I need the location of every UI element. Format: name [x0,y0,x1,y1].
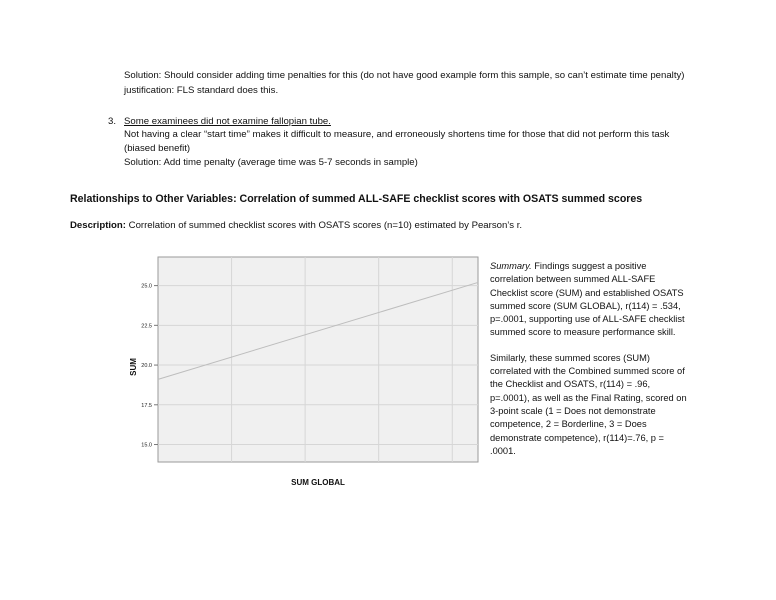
summary-label: Summary. [490,261,532,271]
y-axis-ticks [141,284,158,449]
y-axis-label: SUM [129,358,138,376]
justification-line: justification: FLS standard does this. [124,85,279,96]
y-tick-label: 22.5 [141,323,152,330]
summary-paragraph-1 [490,260,690,340]
description-paragraph [70,220,522,231]
description-text: Correlation of summed checklist scores with OSATS scores (n=10) estimated by Pearson’s r. [125,220,523,231]
description-label: Description: [70,220,126,231]
plot-area [158,257,478,462]
list-number-3: 3. [108,116,117,127]
y-tick-label: 25.0 [141,283,152,290]
summary-text-1: Findings suggest a positive correlation between summed ALL-SAFE Checklist score (SUM) and established OSATS summed score (SUM GLOBAL), r(114) = .534, p=.0001, supporting use of ALL-SAFE checklist summed score to measure performance skill. [490,261,685,338]
item-3-line-2: (biased benefit) [124,143,191,154]
section-heading: Relationships to Other Variables: Correlation of summed ALL-SAFE checklist scores with OSATS summed scores [70,193,643,205]
y-tick-label: 17.5 [141,402,152,409]
item-3-title: Some examinees did not examine fallopian tube. [124,116,331,127]
item-3-line-1: Not having a clear “start time” makes it difficult to measure, and erroneously shortens time for those that did not perform this task [124,129,670,140]
item-3-solution: Solution: Add time penalty (average time was 5-7 seconds in sample) [124,157,418,168]
summary-box [490,260,690,470]
y-tick-label: 20.0 [141,363,152,370]
scatter-chart [120,255,485,495]
solution-line-1: Solution: Should consider adding time penalties for this (do not have good example form this sample, so can’t estimate time penalty) [124,70,685,81]
x-axis-label: SUM GLOBAL [291,478,345,487]
summary-paragraph-2: Similarly, these summed scores (SUM) correlated with the Combined summed score of the Checklist and OSATS, r(114) = .96, p=.0001), as well as the Final Rating, scored on 3-point scale (1 = Does not demonstrate competence, 2 = Borderline, 3 = Does demonstrate competence), r(114)=.76, p = .0001. [490,352,687,456]
y-tick-label: 15.0 [141,442,152,449]
